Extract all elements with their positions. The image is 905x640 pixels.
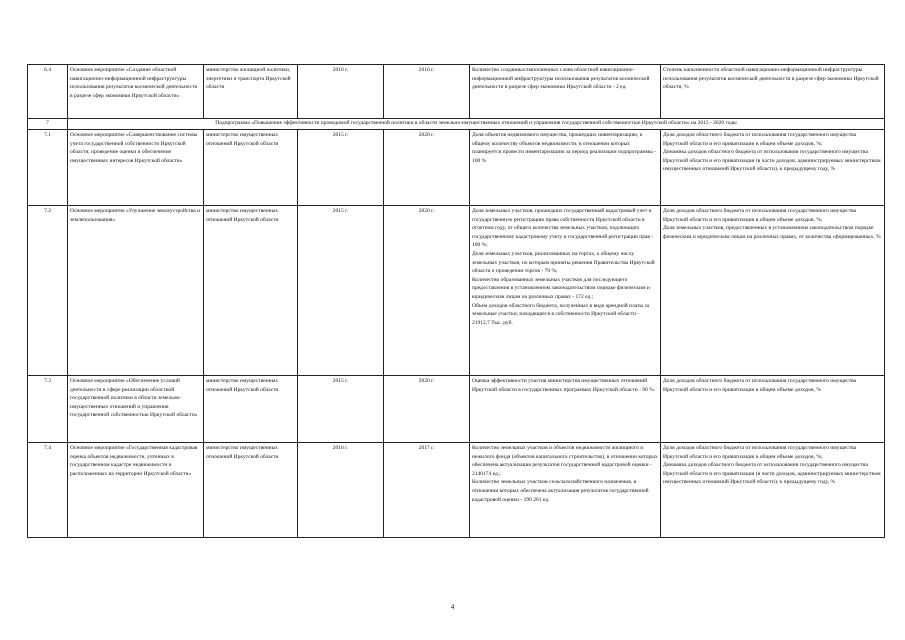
targets-cell (661, 443, 885, 538)
target-text: Доля доходов областного бюджета от использования государственного имущества Иркутской области и его приватизации в общем объеме доходов, %; (663, 445, 857, 460)
target-text: Доля земельных участков, предоставленных в установленном законодательством порядке физическим и юридическим лицам на различных правах, от количества сформированных, % (663, 225, 881, 240)
end-year: 2020 г. (384, 206, 470, 376)
target-text: Доля доходов областного бюджета от использования государственного имущества Иркутской области и его приватизации в общем объеме доходов, %; (663, 132, 857, 147)
event-name: Основное мероприятие «Обеспечение условий деятельности в сфере реализации областной государственной политики в области земельно-имущественных отношений и управления государственной собственностью Иркутской области» (68, 376, 204, 443)
indicator-text: Количество земельных участков сельскохозяйственного назначения, в отношении которых обеспечена актуализация результатов государственной кадастровой оценки - 190 261 ед. (472, 479, 649, 503)
executor: министерство имущественных отношений Иркутской области (204, 443, 298, 538)
table-row (28, 376, 885, 443)
end-year: 2017 г. (384, 443, 470, 538)
event-name: Основное мероприятие «Государственная кадастровая оценка объектов недвижимости, учтенных в государственном кадастре недвижимости и расположенных на территории Иркутской области» (68, 443, 204, 538)
indicator-text: Доля объектов недвижимого имущества, прошедших инвентаризацию, к общему количеству объектов недвижимости, в отношении которых планируется провести инвентаризацию за период реализации подпрограммы - 100 % (472, 132, 656, 164)
executor: министерство жилищной политики, энергетики и транспорта Иркутской области (204, 65, 298, 119)
target-text: Динамика доходов областного бюджета от использования государственного имущества Иркутской области и его приватизации (в части доходов, администрируемых министерством имущественных отношений Иркутской области), к предыдущему году, % (663, 149, 881, 173)
target-text: Доля доходов областного бюджета от использования государственного имущества Иркутской области и его приватизации в общем объеме доходов, %; (663, 208, 857, 223)
row-number: 7.1 (28, 130, 68, 206)
start-year: 2015 г. (298, 376, 384, 443)
event-name: Основное мероприятие «Улучшение землеустройства и землепользования» (68, 206, 204, 376)
event-name: Основное мероприятие «Совершенствование системы учета государственной собственности Иркутской области, проведение оценки и обеспечение имущественных интересов Иркутской области» (68, 130, 204, 206)
end-year: 2016 г. (384, 65, 470, 119)
indicator-text: Оценка эффективности участия министерства имущественных отношений Иркутской области в государственных программах Иркутской области - 90 %. (472, 378, 656, 393)
indicators-cell (470, 130, 661, 206)
target-text: Доля доходов областного бюджета от использования государственного имущества Иркутской области и его приватизации в общем объеме доходов, % (663, 378, 857, 393)
indicator-text: Объем доходов областного бюджета, полученных в виде арендной платы за земельные участки, находящиеся в собственности Иркутской области - 21912,7 Тыс. руб. (472, 302, 650, 326)
table-row (28, 65, 885, 119)
row-number: 6.4 (28, 65, 68, 119)
subprogram-title: Подпрограмма «Повышение эффективности проводимой государственной политики в области земельно-имущественных отношений и управления государственной собственностью Иркутской области» на 2015 - 2020 годы (68, 119, 885, 130)
start-year: 2016 г. (298, 65, 384, 119)
table-row (28, 206, 885, 376)
row-number: 7.4 (28, 443, 68, 538)
target-text: Динамика доходов областного бюджета от использования государственного имущества Иркутской области и его приватизации (в части доходов, администрируемых министерством имущественных отношений Иркутской области), к предыдущему году, % (663, 462, 881, 486)
target-text: Степень наполненности областной навигационно-информационной инфраструктуры использования результатов космической деятельности в разрезе сфер экономики Иркутской области, % (663, 67, 879, 91)
document-page (27, 64, 884, 538)
indicators-cell (470, 65, 661, 119)
start-year: 2015 г. (298, 130, 384, 206)
table-row (28, 443, 885, 538)
start-year: 2016 г. (298, 443, 384, 538)
executor: министерство имущественных отношений Иркутской области (204, 376, 298, 443)
row-number: 7.2 (28, 206, 68, 376)
end-year: 2020 г. (384, 376, 470, 443)
end-year: 2020 г. (384, 130, 470, 206)
indicator-text: Доля земельных участков, реализованных на торгах, к общему числу земельных участков, по которым приняты решения Правительства Иркутской области о проведении торгов - 70 %; (472, 250, 655, 275)
executor: министерство имущественных отношений Иркутской области (204, 130, 298, 206)
subprogram-row (28, 119, 885, 130)
indicator-text: Количество земельных участков и объектов недвижимости жилищного и нежилого фонда (объектов капитального строительства), в отношении которых обеспечена актуализация результатов государственной кадастровой оценки - 2140174 ед.; (472, 445, 658, 477)
start-year: 2015 г. (298, 206, 384, 376)
table-row (28, 130, 885, 206)
targets-cell (661, 65, 885, 119)
targets-cell (661, 130, 885, 206)
event-name: Основное мероприятие «Создание областной навигационно-информационной инфраструктуры использования результатов космической деятельности в разрезе сфер экономики Иркутской области» (68, 65, 204, 119)
page-number: 4 (450, 603, 455, 611)
indicators-cell (470, 206, 661, 376)
program-table (27, 64, 885, 538)
indicator-text: Количество образованных земельных участков для последующего предоставления в установленном законодательством порядке физическим и юридическим лицам на различных правах - 172 ед.; (472, 276, 650, 300)
targets-cell (661, 376, 885, 443)
indicator-text: Доля земельных участков, прошедших государственный кадастровый учет и государственную регистрацию права собственности Иркутской области в отчетном году, от общего количества земельных участков, подлежащих государственному кадастровому учету и государственной регистрации прав - 100 %; (472, 208, 654, 249)
indicators-cell (470, 443, 661, 538)
targets-cell (661, 206, 885, 376)
row-number: 7.3 (28, 376, 68, 443)
row-number: 7 (28, 119, 68, 130)
executor: министерство имущественных отношений Иркутской области (204, 206, 298, 376)
indicators-cell (470, 376, 661, 443)
indicator-text: Количество созданных/наполненных слоев областной навигационно-информационной инфраструктуры использования результатов космической деятельности в разрезе сфер экономики Иркутской области - 2 ед. (472, 67, 650, 91)
